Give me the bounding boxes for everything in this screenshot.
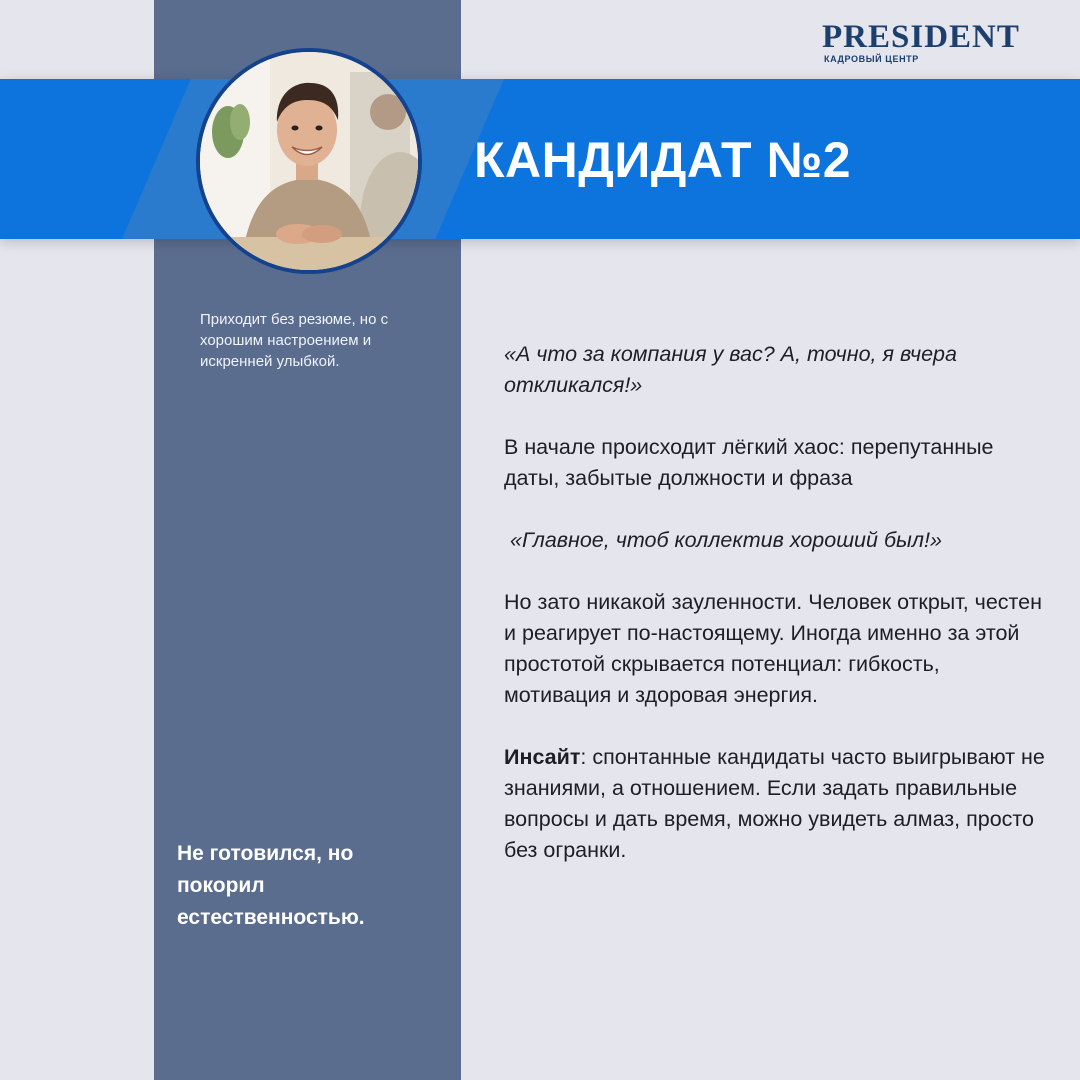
- insight-text: : спонтанные кандидаты часто выигрывают не знаниями, а отношением. Если задать правильные вопросы и дать время, можно увидеть алмаз, просто без огранки.: [504, 745, 1045, 862]
- candidate-quote-1: «А что за компания у вас? А, точно, я вчера откликался!»: [504, 342, 957, 397]
- candidate-quote-2: «Главное, чтоб коллектив хороший был!»: [510, 528, 942, 552]
- insight-label: Инсайт: [504, 745, 581, 769]
- brand-subtitle: КАДРОВЫЙ ЦЕНТР: [824, 54, 919, 64]
- insight-paragraph: [504, 742, 1049, 866]
- candidate-description: Приходит без резюме, но с хорошим настроением и искренней улыбкой.: [200, 311, 389, 370]
- description-paragraph-2: Но зато никакой зауленности. Человек открыт, честен и реагирует по-настоящему. Иногда именно за этой простотой скрывается потенциал: гибкость, мотивация и здоровая энергия.: [504, 590, 1042, 707]
- page-title: КАНДИДАТ №2: [474, 132, 852, 188]
- brand-logo: [822, 20, 1052, 66]
- candidate-avatar: [196, 48, 422, 274]
- brand-name: PRESIDENT: [822, 19, 1020, 55]
- description-paragraph-1: В начале происходит лёгкий хаос: перепутанные даты, забытые должности и фраза: [504, 435, 994, 490]
- main-content: [504, 339, 1049, 866]
- candidate-tagline: Не готовился, но покорил естественностью.: [177, 842, 365, 929]
- candidate-photo-illustration: [200, 52, 418, 270]
